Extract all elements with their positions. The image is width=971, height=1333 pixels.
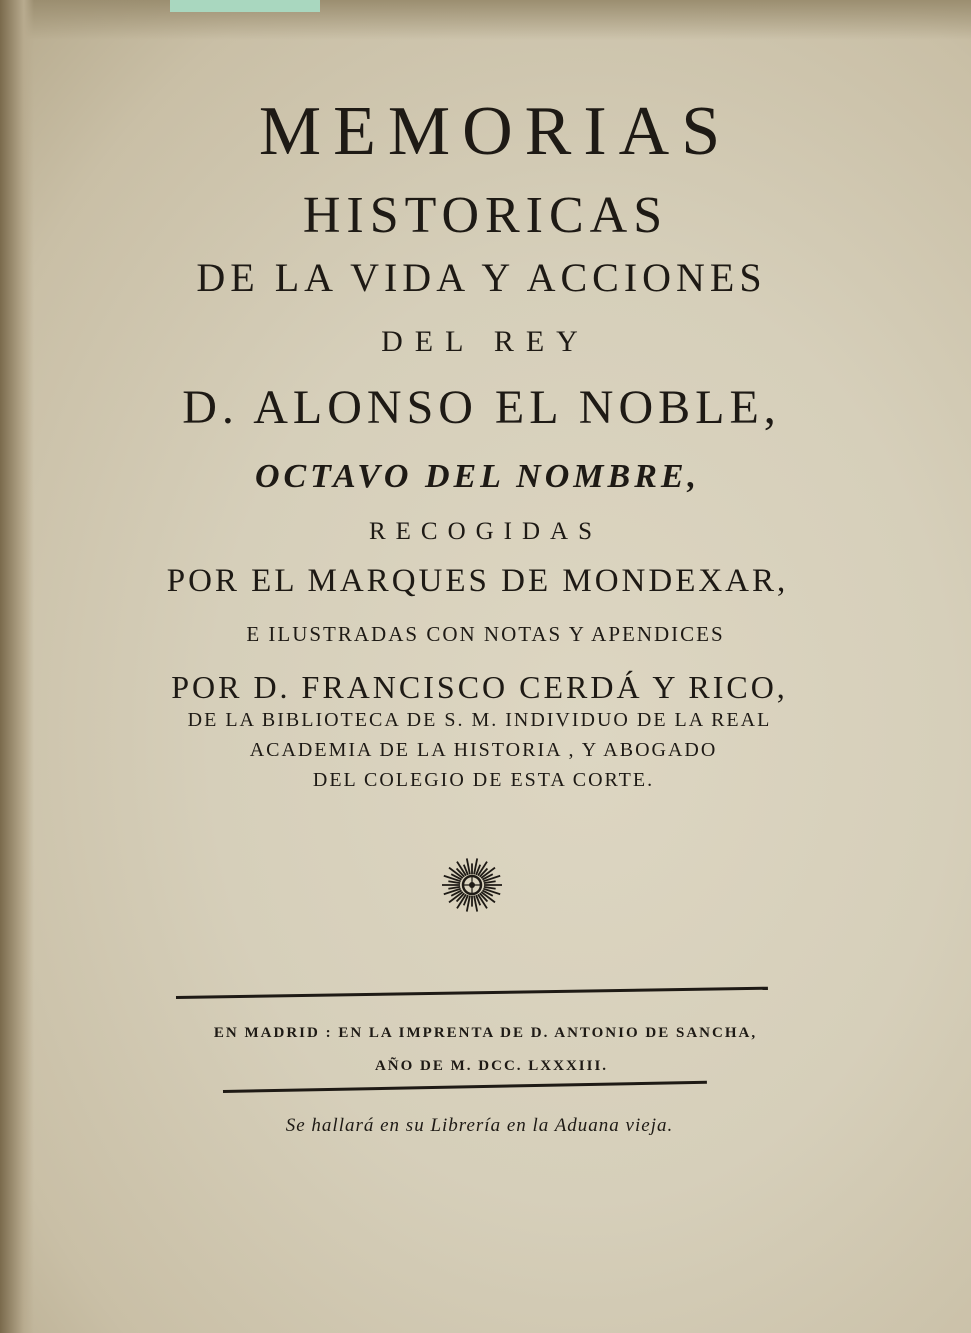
imprint-year: AÑO DE M. DCC. LXXXIII. — [374, 1058, 609, 1074]
page-top-shadow — [0, 0, 971, 40]
author-mondexar: POR EL MARQUES DE MONDEXAR, — [166, 563, 789, 599]
title-octavo: OCTAVO DEL NOMBRE, — [254, 458, 701, 495]
title-vida-acciones: DE LA VIDA Y ACCIONES — [196, 255, 767, 300]
sunburst-ornament-icon — [432, 850, 512, 920]
editor-credit-3: DEL COLEGIO DE ESTA CORTE. — [312, 769, 655, 791]
imprint-printer: EN MADRID : EN LA IMPRENTA DE D. ANTONIO DE SANCHA, — [213, 1025, 758, 1041]
editor-credit-1: DE LA BIBLIOTECA DE S. M. INDIVIDUO DE LA REAL — [187, 709, 772, 731]
title-alonso: D. ALONSO EL NOBLE, — [182, 381, 781, 434]
title-historicas: HISTORICAS — [302, 187, 669, 244]
subtitle-ilustradas: E ILUSTRADAS CON NOTAS Y APENDICES — [246, 622, 725, 646]
title-del-rey: DEL REY — [381, 325, 590, 358]
imprint-bookseller: Se hallará en su Librería en la Aduana vieja. — [285, 1115, 674, 1136]
editor-credit-2: ACADEMIA DE LA HISTORIA , Y ABOGADO — [249, 739, 718, 761]
bookmark-tab — [170, 0, 320, 12]
editor-cerda: POR D. FRANCISCO CERDÁ Y RICO, — [171, 669, 788, 705]
title-recogidas: RECOGIDAS — [368, 518, 603, 545]
title-memorias: MEMORIAS — [258, 93, 733, 170]
